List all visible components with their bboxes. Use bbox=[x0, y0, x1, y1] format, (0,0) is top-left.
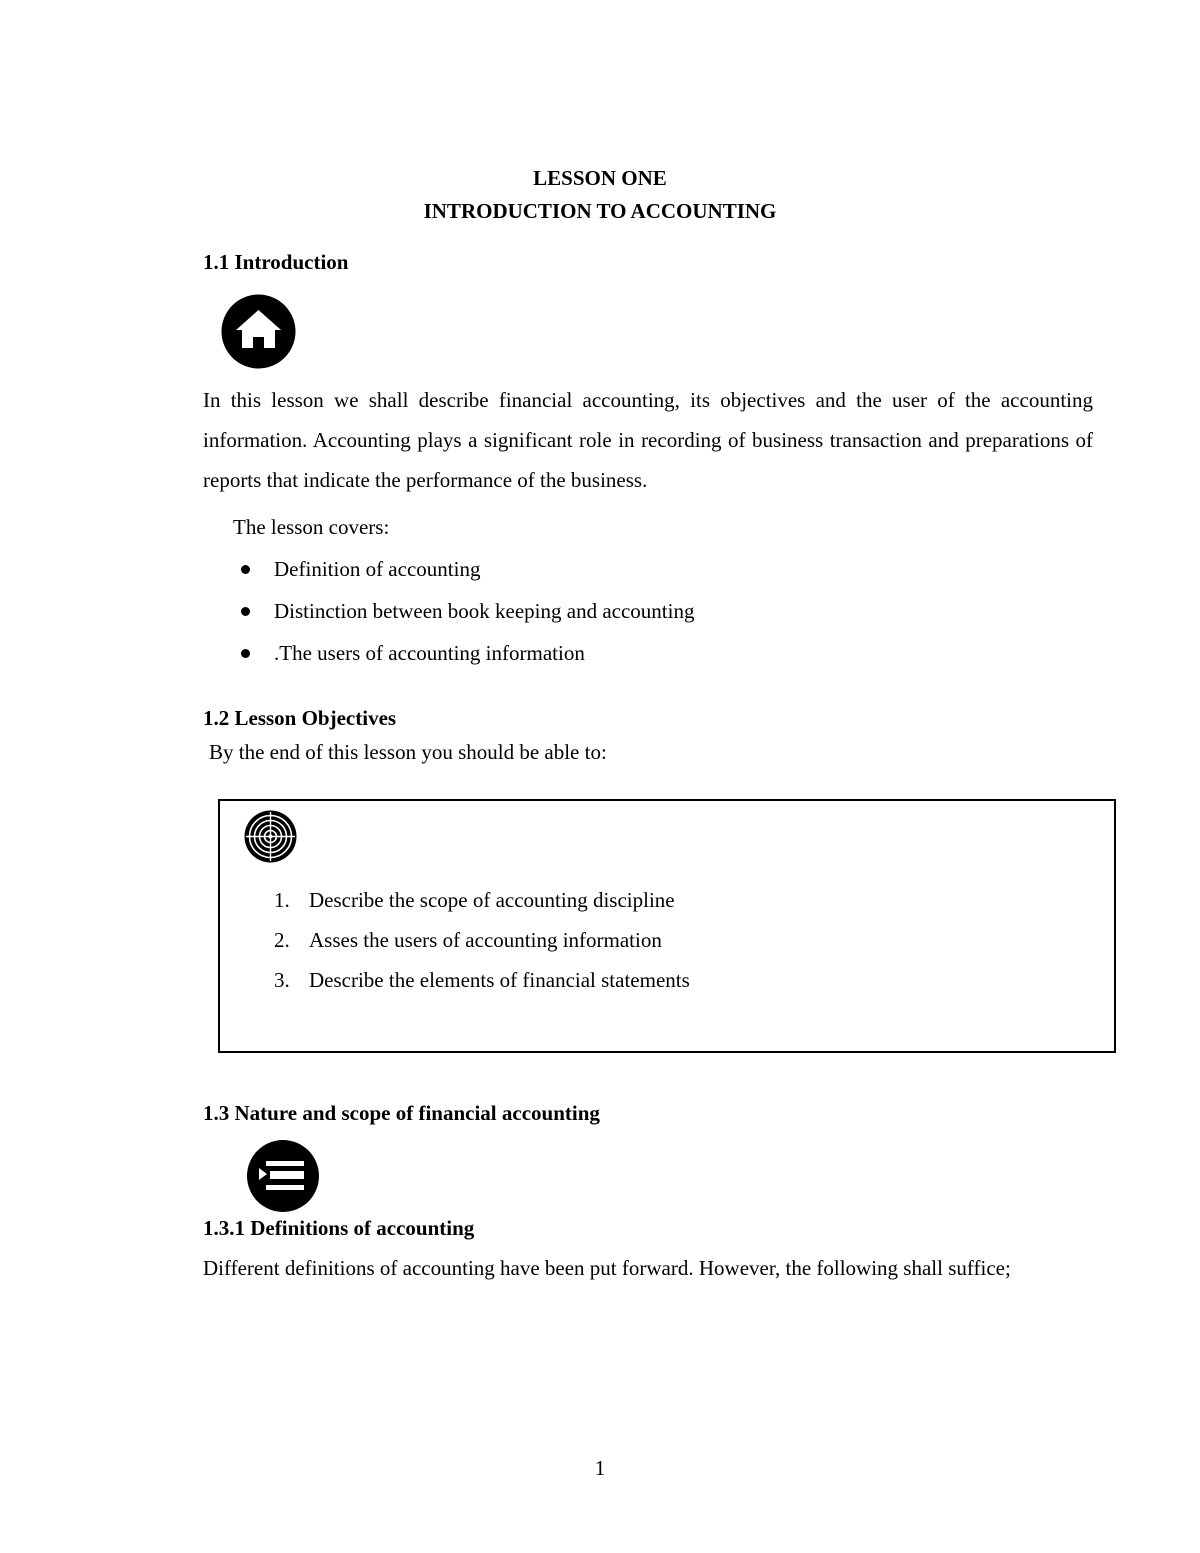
section-heading-introduction: 1.1 Introduction bbox=[203, 250, 349, 274]
list-item: .The users of accounting information bbox=[236, 632, 694, 674]
intro-paragraph: In this lesson we shall describe financial accounting, its objectives and the user of the accounting information. Accounting plays a significant role in recording of business transaction and preparations of reports that indicate the performance of the business. bbox=[203, 388, 1093, 492]
bullet-icon bbox=[241, 565, 250, 574]
list-item: 2. Asses the users of accounting information bbox=[274, 928, 662, 952]
lesson-covers-label: The lesson covers: bbox=[233, 515, 390, 539]
list-item: Definition of accounting bbox=[236, 548, 694, 590]
objectives-lead: By the end of this lesson you should be able to: bbox=[209, 740, 607, 764]
definitions-paragraph: Different definitions of accounting have been put forward. However, the following shall suffice; bbox=[203, 1256, 1011, 1280]
section-heading-objectives: 1.2 Lesson Objectives bbox=[203, 706, 397, 730]
bullet-icon bbox=[241, 649, 250, 658]
target-icon bbox=[243, 809, 298, 870]
list-item: Distinction between book keeping and accounting bbox=[236, 590, 694, 632]
page-number: 1 bbox=[594, 1456, 606, 1480]
lesson-label: LESSON ONE bbox=[533, 166, 667, 190]
bullet-icon bbox=[241, 607, 250, 616]
content-list-icon bbox=[246, 1139, 320, 1219]
subsection-heading-definitions: 1.3.1 Definitions of accounting bbox=[203, 1216, 475, 1240]
objectives-list bbox=[274, 880, 690, 1000]
list-item: 3. Describe the elements of financial statements bbox=[274, 968, 690, 992]
section-heading-nature: 1.3 Nature and scope of financial accounting bbox=[203, 1101, 600, 1125]
lesson-covers-list bbox=[236, 548, 694, 674]
page-title: INTRODUCTION TO ACCOUNTING bbox=[423, 199, 777, 223]
home-icon bbox=[220, 293, 297, 376]
list-item: 1. Describe the scope of accounting discipline bbox=[274, 888, 675, 912]
